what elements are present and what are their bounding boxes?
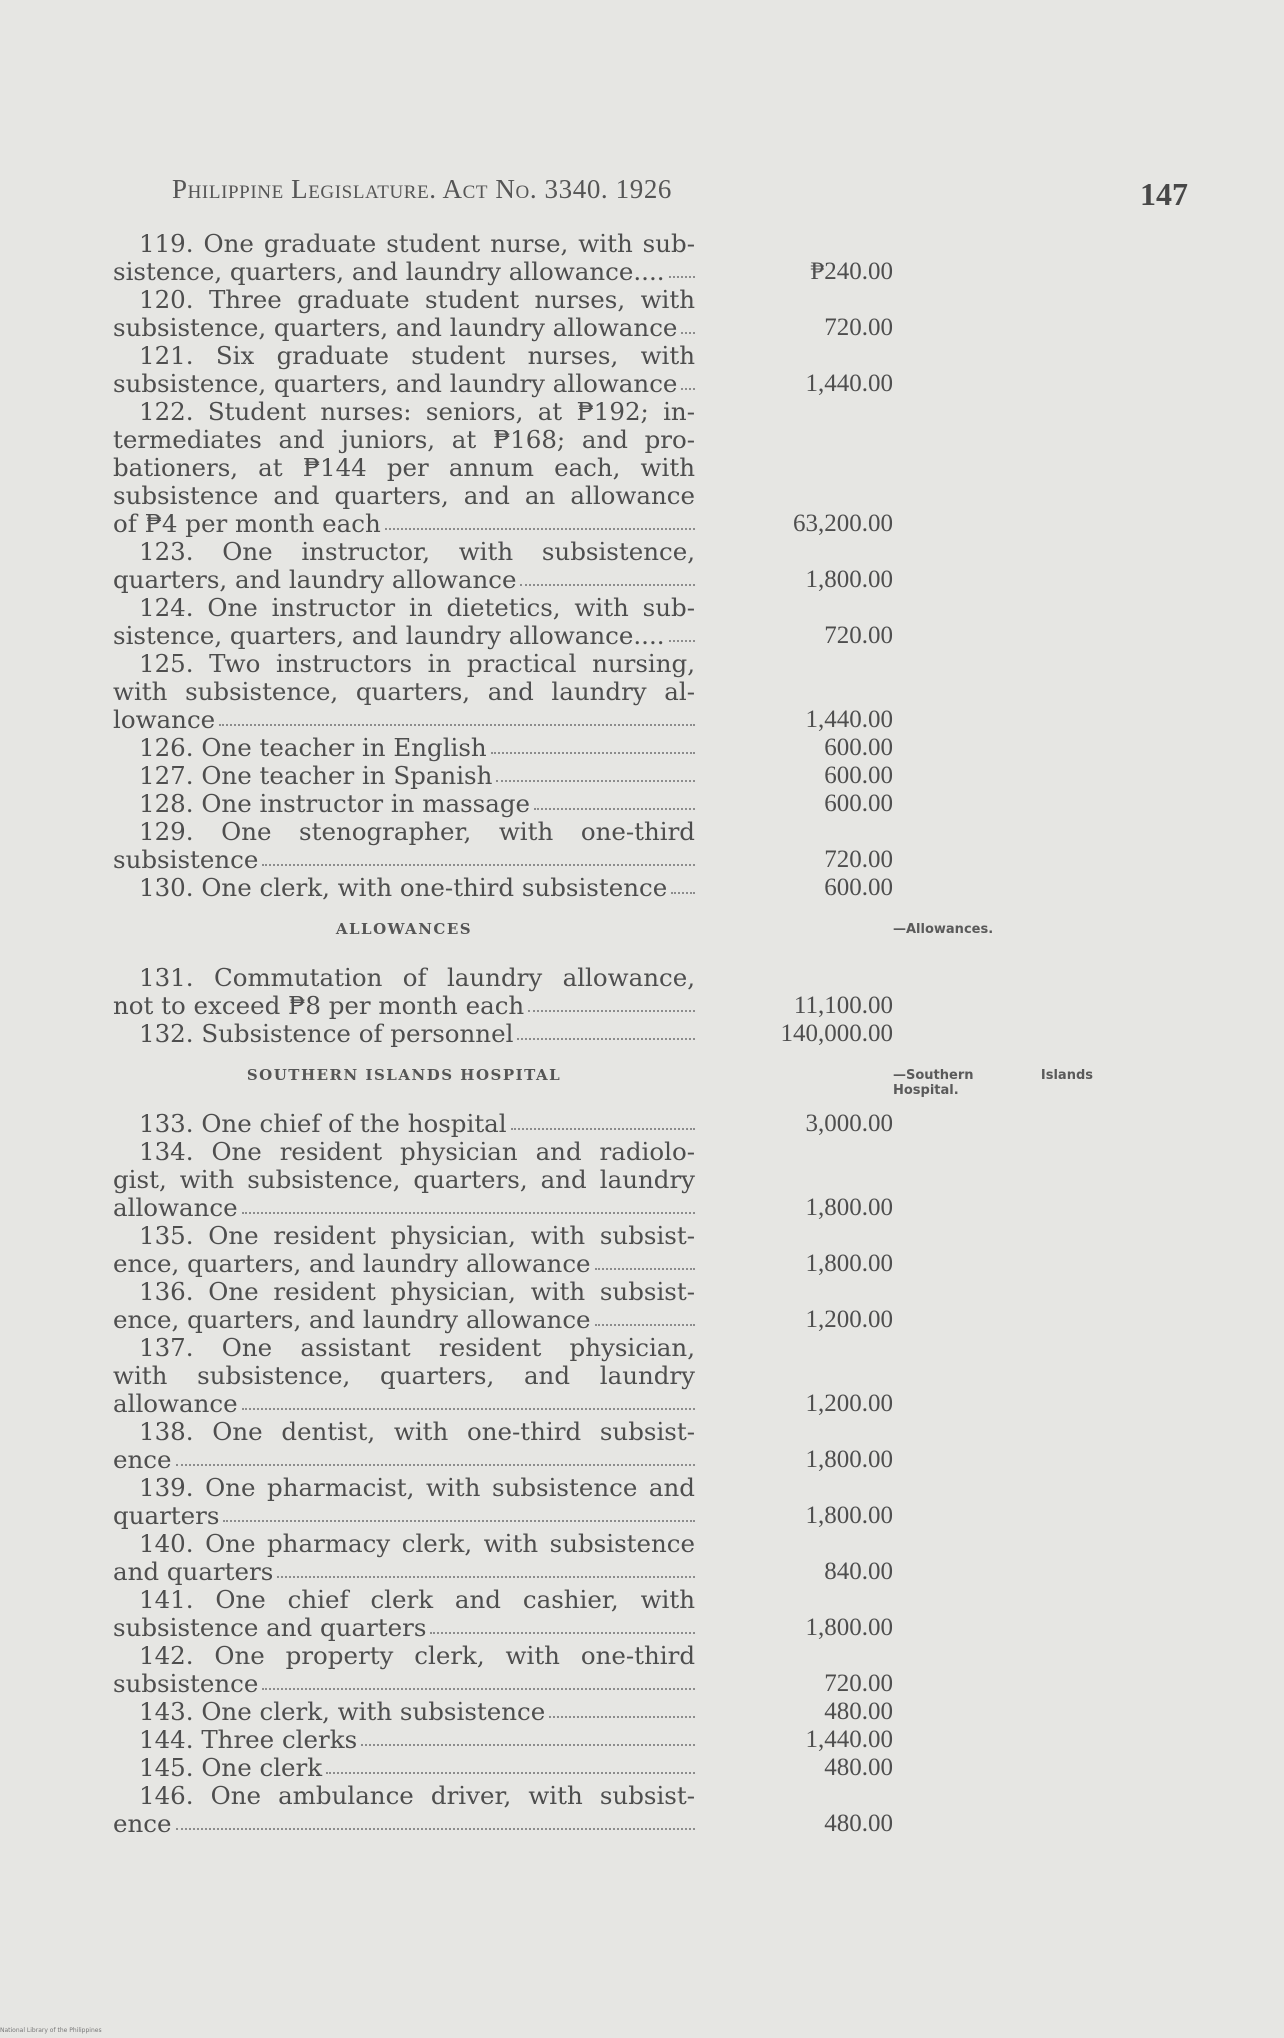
description-text: 120. Three graduate student nurses, with (139, 286, 695, 314)
appropriation-entry (113, 1110, 893, 1138)
section-title: SOUTHERN ISLANDS HOSPITAL (246, 1066, 562, 1084)
dot-leader (219, 706, 695, 726)
entry-description (113, 964, 695, 1020)
entry-description (113, 1418, 695, 1474)
entry-amount: 1,800.00 (805, 1250, 893, 1277)
entry-amount: 600.00 (824, 734, 893, 761)
entry-description (113, 1698, 695, 1726)
entry-amount: 1,440.00 (805, 1726, 893, 1753)
dot-leader (430, 1614, 695, 1634)
dot-leader (595, 1306, 695, 1326)
entry-amount: ₱240.00 (810, 258, 893, 285)
description-line (113, 964, 695, 992)
appropriation-entry (113, 1418, 893, 1474)
entry-amount: 1,200.00 (805, 1390, 893, 1417)
margin-note-line: —Allowances. (893, 922, 994, 937)
description-line (113, 790, 695, 818)
entry-description (113, 790, 695, 818)
description-text: 145. One clerk (139, 1754, 323, 1782)
description-text: 123. One instructor, with subsistence, (139, 538, 695, 566)
entry-amount: 480.00 (824, 1810, 893, 1837)
dot-leader (681, 370, 695, 390)
dot-leader (176, 1810, 696, 1830)
entry-amount: 1,800.00 (805, 1194, 893, 1221)
description-line (113, 846, 695, 874)
description-text: quarters (113, 1502, 220, 1530)
description-text: with subsistence, quarters, and laundry al- (113, 678, 695, 706)
description-line (113, 1020, 695, 1048)
description-line (113, 1810, 695, 1838)
description-line (113, 1754, 695, 1782)
appropriation-entry (113, 1726, 893, 1754)
appropriation-entry (113, 398, 893, 538)
entry-amount: 3,000.00 (805, 1110, 893, 1137)
description-text: ence (113, 1810, 172, 1838)
description-line (113, 230, 695, 258)
description-text: 138. One dentist, with one-third subsist- (139, 1418, 695, 1446)
description-text: 122. Student nurses: seniors, at ₱192; in- (139, 398, 695, 426)
description-line (113, 1166, 695, 1194)
description-line (113, 1642, 695, 1670)
appropriation-entry (113, 1754, 893, 1782)
appropriation-entry (113, 1020, 893, 1048)
dot-leader (176, 1446, 696, 1466)
entry-description (113, 1586, 695, 1642)
dot-leader (520, 566, 695, 586)
entry-description (113, 1334, 695, 1418)
dot-leader (681, 314, 695, 334)
description-line (113, 1334, 695, 1362)
description-line (113, 1222, 695, 1250)
description-text: 135. One resident physician, with subsist- (139, 1222, 695, 1250)
description-line (113, 482, 695, 510)
description-line (113, 1782, 695, 1810)
description-line (113, 1390, 695, 1418)
entry-description (113, 1530, 695, 1586)
dot-leader (528, 992, 695, 1012)
description-line (113, 762, 695, 790)
appropriation-entry (113, 594, 893, 650)
entry-amount: 720.00 (824, 1670, 893, 1697)
description-line (113, 1502, 695, 1530)
description-text: 142. One property clerk, with one-third (139, 1642, 695, 1670)
description-line (113, 1250, 695, 1278)
entry-description (113, 1754, 695, 1782)
description-text: 125. Two instructors in practical nursing, (139, 650, 695, 678)
description-text: 132. Subsistence of personnel (139, 1020, 514, 1048)
description-line (113, 398, 695, 426)
entry-amount: 720.00 (824, 846, 893, 873)
entry-amount: 1,800.00 (805, 1502, 893, 1529)
entry-description (113, 1474, 695, 1530)
description-text: of ₱4 per month each (113, 510, 381, 538)
dot-leader (242, 1390, 695, 1410)
description-text: 133. One chief of the hospital (139, 1110, 507, 1138)
entry-description (113, 1110, 695, 1138)
entry-description (113, 538, 695, 594)
entry-amount: 480.00 (824, 1698, 893, 1725)
description-text: bationers, at ₱144 per annum each, with (113, 454, 695, 482)
section-heading (113, 1060, 1093, 1100)
entry-amount: 63,200.00 (793, 510, 893, 537)
description-text: 119. One graduate student nurse, with sub- (139, 230, 695, 258)
entry-amount: 480.00 (824, 1754, 893, 1781)
description-text: subsistence (113, 1670, 259, 1698)
description-line (113, 342, 695, 370)
description-line (113, 286, 695, 314)
dot-leader (361, 1726, 695, 1746)
page-number: 147 (1140, 176, 1188, 212)
description-text: 126. One teacher in English (139, 734, 487, 762)
entry-description (113, 398, 695, 538)
description-line (113, 538, 695, 566)
dot-leader (511, 1110, 695, 1130)
description-text: allowance (113, 1194, 238, 1222)
description-text: and quarters (113, 1558, 274, 1586)
description-line (113, 1614, 695, 1642)
description-text: sistence, quarters, and laundry allowance.... (113, 258, 665, 286)
entry-amount: 720.00 (824, 622, 893, 649)
description-line (113, 1306, 695, 1334)
description-text: 134. One resident physician and radiolo- (139, 1138, 695, 1166)
dot-leader (385, 510, 695, 530)
appropriation-entry (113, 1334, 893, 1418)
description-line (113, 992, 695, 1020)
description-text: 136. One resident physician, with subsist- (139, 1278, 695, 1306)
description-text: 141. One chief clerk and cashier, with (139, 1586, 695, 1614)
appropriation-entry (113, 230, 893, 286)
dot-leader (669, 258, 695, 278)
entry-description (113, 762, 695, 790)
description-text: subsistence and quarters (113, 1614, 427, 1642)
description-text: 121. Six graduate student nurses, with (139, 342, 695, 370)
entry-description (113, 230, 695, 286)
description-text: 129. One stenographer, with one-third (139, 818, 695, 846)
entry-amount: 600.00 (824, 762, 893, 789)
description-text: lowance (113, 706, 216, 734)
dot-leader (242, 1194, 695, 1214)
appropriation-entry (113, 342, 893, 398)
appropriation-entry (113, 1642, 893, 1698)
description-text: 140. One pharmacy clerk, with subsistence (139, 1530, 695, 1558)
dot-leader (262, 846, 695, 866)
description-text: with subsistence, quarters, and laundry (113, 1362, 695, 1390)
entry-description (113, 818, 695, 874)
description-line (113, 1670, 695, 1698)
description-text: subsistence and quarters, and an allowance (113, 482, 695, 510)
entry-amount: 1,440.00 (805, 370, 893, 397)
entry-amount: 1,800.00 (805, 1446, 893, 1473)
dot-leader (669, 622, 695, 642)
appropriation-entry (113, 874, 893, 902)
description-text: 128. One instructor in massage (139, 790, 531, 818)
dot-leader (534, 790, 695, 810)
entry-amount: 600.00 (824, 874, 893, 901)
appropriation-entry (113, 650, 893, 734)
dot-leader (262, 1670, 695, 1690)
description-line (113, 1474, 695, 1502)
margin-note-line: —Southern Islands (893, 1068, 1093, 1083)
entry-amount: 140,000.00 (780, 1020, 893, 1047)
description-line (113, 650, 695, 678)
entry-description (113, 650, 695, 734)
entry-description (113, 874, 695, 902)
description-line (113, 874, 695, 902)
margin-note (893, 922, 1093, 937)
entry-description (113, 734, 695, 762)
description-line (113, 594, 695, 622)
description-text: 143. One clerk, with subsistence (139, 1698, 546, 1726)
description-line (113, 706, 695, 734)
description-text: ence, quarters, and laundry allowance (113, 1250, 591, 1278)
description-text: not to exceed ₱8 per month each (113, 992, 525, 1020)
appropriation-entry (113, 1782, 893, 1838)
appropriation-entry (113, 538, 893, 594)
description-line (113, 510, 695, 538)
description-line (113, 818, 695, 846)
appropriation-entry (113, 1474, 893, 1530)
description-line (113, 1446, 695, 1474)
entry-amount: 1,800.00 (805, 1614, 893, 1641)
entry-amount: 1,440.00 (805, 706, 893, 733)
dot-leader (491, 734, 695, 754)
appropriation-items (113, 230, 1093, 1838)
appropriation-entry (113, 762, 893, 790)
description-text: allowance (113, 1390, 238, 1418)
appropriation-entry (113, 1530, 893, 1586)
description-text: subsistence (113, 846, 259, 874)
description-line (113, 1138, 695, 1166)
entry-description (113, 1222, 695, 1278)
description-line (113, 258, 695, 286)
description-line (113, 1530, 695, 1558)
appropriation-entry (113, 1586, 893, 1642)
dot-leader (326, 1754, 695, 1774)
description-line (113, 1362, 695, 1390)
entry-amount: 1,200.00 (805, 1306, 893, 1333)
description-text: 139. One pharmacist, with subsistence and (139, 1474, 695, 1502)
appropriation-entry (113, 790, 893, 818)
description-line (113, 678, 695, 706)
description-line (113, 1698, 695, 1726)
description-line (113, 566, 695, 594)
description-text: ence (113, 1446, 172, 1474)
header-title: Philippine Legislature. Act No. 3340. 1926 (172, 174, 673, 204)
entry-description (113, 1782, 695, 1838)
description-line (113, 734, 695, 762)
description-line (113, 1726, 695, 1754)
description-text: quarters, and laundry allowance (113, 566, 517, 594)
appropriation-entry (113, 1138, 893, 1222)
appropriation-entry (113, 286, 893, 342)
description-text: 127. One teacher in Spanish (139, 762, 493, 790)
entry-amount: 1,800.00 (805, 566, 893, 593)
appropriation-entry (113, 964, 893, 1020)
entry-description (113, 342, 695, 398)
description-line (113, 622, 695, 650)
appropriation-entry (113, 818, 893, 874)
appropriation-entry (113, 1698, 893, 1726)
running-header (172, 168, 1192, 218)
description-text: termediates and juniors, at ₱168; and pro- (113, 426, 695, 454)
description-text: 131. Commutation of laundry allowance, (139, 964, 695, 992)
footer-credit: National Library of the Philippines (0, 2027, 102, 2034)
entry-description (113, 1726, 695, 1754)
description-line (113, 1586, 695, 1614)
description-text: subsistence, quarters, and laundry allowance (113, 314, 678, 342)
entry-amount: 720.00 (824, 314, 893, 341)
description-line (113, 314, 695, 342)
dot-leader (517, 1020, 695, 1040)
description-line (113, 1558, 695, 1586)
description-text: subsistence, quarters, and laundry allowance (113, 370, 678, 398)
description-line (113, 1194, 695, 1222)
section-title: ALLOWANCES (335, 920, 473, 938)
margin-note-line: Hospital. (893, 1083, 959, 1098)
description-line (113, 1418, 695, 1446)
dot-leader (671, 874, 695, 894)
description-line (113, 454, 695, 482)
margin-note (893, 1068, 1093, 1098)
description-text: 130. One clerk, with one-third subsistence (139, 874, 668, 902)
description-line (113, 1278, 695, 1306)
description-text: 146. One ambulance driver, with subsist- (139, 1782, 695, 1810)
entry-description (113, 286, 695, 342)
dot-leader (595, 1250, 695, 1270)
description-text: gist, with subsistence, quarters, and laundry (113, 1166, 695, 1194)
description-line (113, 370, 695, 398)
dot-leader (496, 762, 695, 782)
description-text: 144. Three clerks (139, 1726, 358, 1754)
description-line (113, 426, 695, 454)
appropriation-entry (113, 1278, 893, 1334)
appropriation-entry (113, 734, 893, 762)
appropriation-entry (113, 1222, 893, 1278)
section-heading (113, 914, 994, 954)
entry-amount: 600.00 (824, 790, 893, 817)
dot-leader (549, 1698, 695, 1718)
entry-amount: 11,100.00 (793, 992, 893, 1019)
entry-description (113, 1642, 695, 1698)
dot-leader (277, 1558, 695, 1578)
entry-amount: 840.00 (824, 1558, 893, 1585)
description-text: 137. One assistant resident physician, (139, 1334, 695, 1362)
entry-description (113, 1020, 695, 1048)
description-text: 124. One instructor in dietetics, with sub- (139, 594, 695, 622)
dot-leader (223, 1502, 695, 1522)
entry-description (113, 1138, 695, 1222)
description-line (113, 1110, 695, 1138)
entry-description (113, 1278, 695, 1334)
description-text: ence, quarters, and laundry allowance (113, 1306, 591, 1334)
description-text: sistence, quarters, and laundry allowance.... (113, 622, 665, 650)
entry-description (113, 594, 695, 650)
